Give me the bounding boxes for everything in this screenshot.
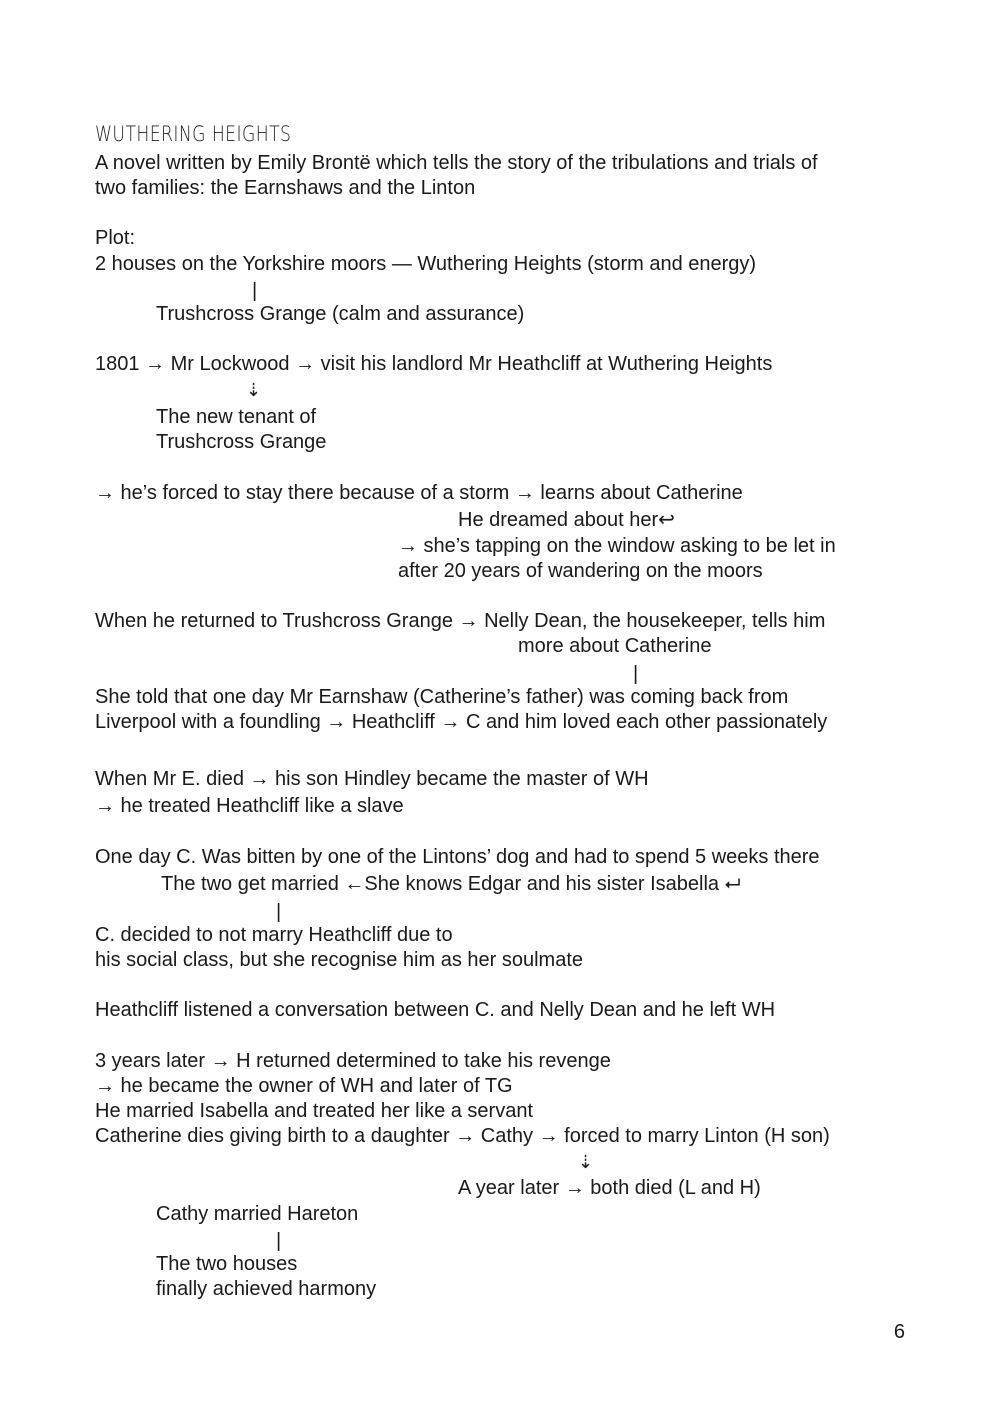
- revenge-line-5: A year later → both died (L and H): [458, 1177, 761, 1199]
- houses-line-1: 2 houses on the Yorkshire moors — Wuthering Heights (storm and energy): [95, 253, 757, 275]
- lintons-line-4: his social class, but she recognise him as her soulmate: [95, 949, 584, 971]
- foundling-line-2: Liverpool with a foundling → Heathcliff → C and him loved each other passionately: [95, 711, 828, 733]
- lintons-line-2: The two get married ←She knows Edgar and his sister Isabella ⮠: [161, 873, 741, 895]
- revenge-line-4: Catherine dies giving birth to a daughter → Cathy → forced to marry Linton (H son): [95, 1125, 830, 1147]
- storm-tap-2: after 20 years of wandering on the moors: [398, 560, 763, 582]
- lockwood-tenant-2: Trushcross Grange: [156, 431, 327, 453]
- ending-connector: |: [276, 1230, 282, 1252]
- lockwood-connector-arrow-icon: ⇣: [246, 380, 262, 400]
- lintons-connector: |: [276, 901, 282, 923]
- document-title: WUTHERING HEIGHTS: [95, 122, 292, 146]
- hindley-line-2: → he treated Heathcliff like a slave: [95, 795, 404, 817]
- nelly-line-2: more about Catherine: [518, 635, 712, 657]
- revenge-connector-arrow-icon: ⇣: [578, 1152, 594, 1172]
- houses-connector: |: [252, 280, 258, 302]
- intro-line-2: two families: the Earnshaws and the Linton: [95, 177, 476, 199]
- intro-line-1: A novel written by Emily Brontë which tells the story of the tribulations and trials of: [95, 152, 818, 174]
- storm-tap-1: → she’s tapping on the window asking to be let in: [398, 535, 836, 557]
- conversation-line: Heathcliff listened a conversation between C. and Nelly Dean and he left WH: [95, 999, 776, 1021]
- ending-line-1: Cathy married Hareton: [156, 1203, 359, 1225]
- houses-line-2: Trushcross Grange (calm and assurance): [156, 303, 525, 325]
- page-number: 6: [893, 1321, 905, 1343]
- storm-line-1: → he’s forced to stay there because of a storm → learns about Catherine: [95, 482, 743, 504]
- revenge-line-2: → he became the owner of WH and later of TG: [95, 1075, 513, 1097]
- plot-label: Plot:: [95, 227, 136, 249]
- hindley-line-1: When Mr E. died → his son Hindley became the master of WH: [95, 768, 649, 790]
- foundling-line-1: She told that one day Mr Earnshaw (Catherine’s father) was coming back from: [95, 686, 789, 708]
- revenge-line-3: He married Isabella and treated her like a servant: [95, 1100, 534, 1122]
- lockwood-tenant-1: The new tenant of: [156, 406, 317, 428]
- lintons-line-1: One day C. Was bitten by one of the Lintons’ dog and had to spend 5 weeks there: [95, 846, 820, 868]
- ending-line-3: finally achieved harmony: [156, 1278, 377, 1300]
- lockwood-line-1: 1801 → Mr Lockwood → visit his landlord Mr Heathcliff at Wuthering Heights: [95, 353, 773, 375]
- nelly-line-1: When he returned to Trushcross Grange → Nelly Dean, the housekeeper, tells him: [95, 610, 826, 632]
- lintons-line-3: C. decided to not marry Heathcliff due to: [95, 924, 453, 946]
- storm-dream: He dreamed about her↩: [458, 509, 675, 531]
- nelly-connector: |: [633, 663, 639, 685]
- ending-line-2: The two houses: [156, 1253, 298, 1275]
- revenge-line-1: 3 years later → H returned determined to take his revenge: [95, 1050, 611, 1072]
